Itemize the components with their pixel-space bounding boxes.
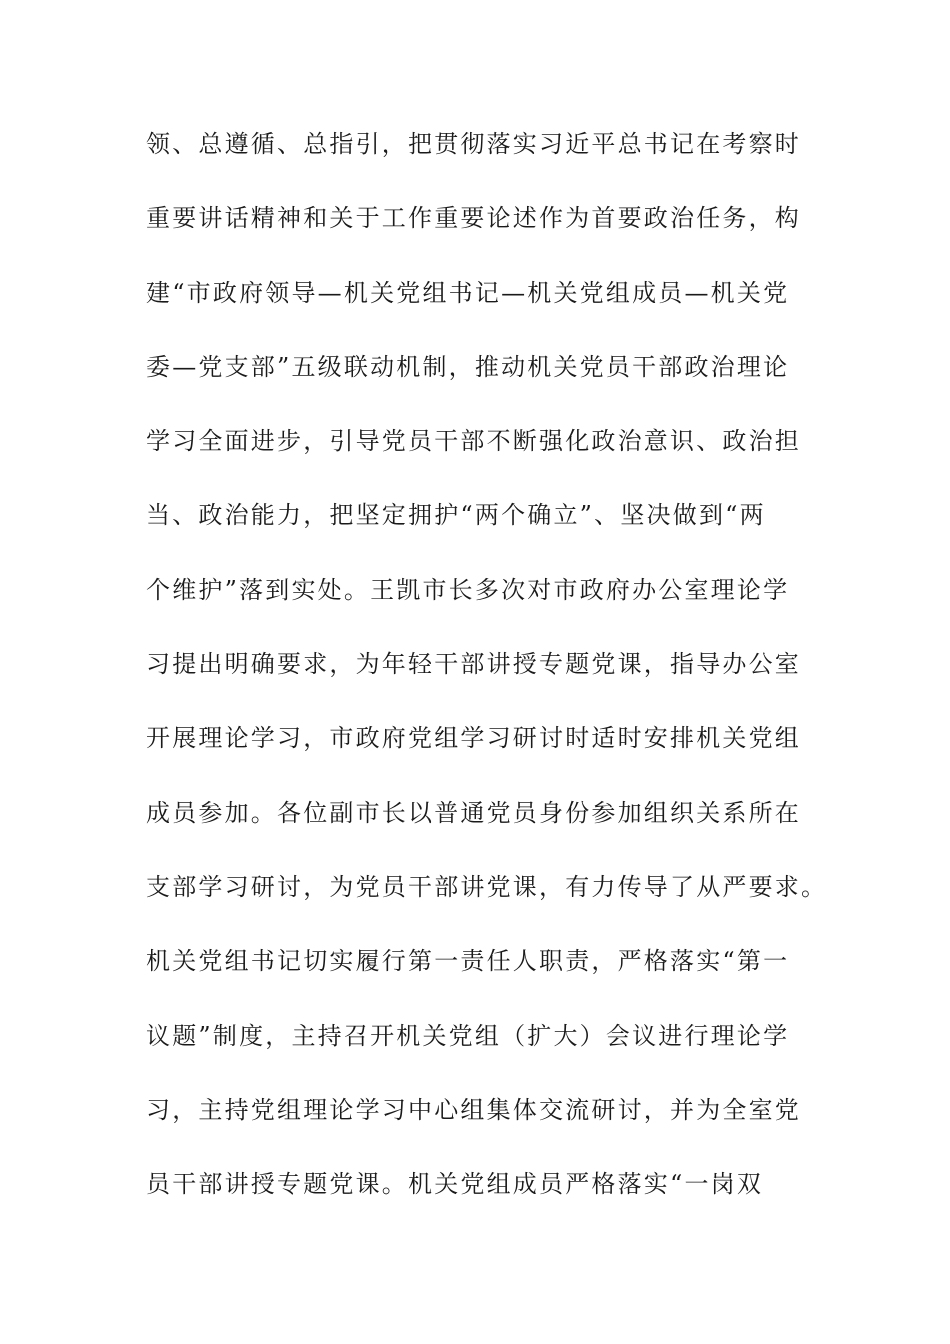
text-line: 领、总遵循、总指引，把贯彻落实习近平总书记在考察时 [146,130,801,158]
text-line: 个维护”落到实处。王凯市长多次对市政府办公室理论学 [146,575,790,604]
text-line: 学习全面进步，引导党员干部不断强化政治意识、政治担 [146,427,801,456]
text-line: 成员参加。各位副市长以普通党员身份参加组织关系所在 [146,798,801,827]
text-line: 当、政治能力，把坚定拥护“两个确立”、坚决做到“两 [146,501,766,530]
text-line: 重要讲话精神和关于工作重要论述作为首要政治任务，构 [146,204,801,233]
text-line: 开展理论学习，市政府党组学习研讨时适时安排机关党组 [146,724,801,753]
text-line: 机关党组书记切实履行第一责任人职责，严格落实“第一 [146,947,790,976]
text-line: 支部学习研讨，为党员干部讲党课，有力传导了从严要求。 [146,872,828,901]
text-line: 员干部讲授专题党课。机关党组成员严格落实“一岗双 [146,1170,764,1199]
text-line: 议题”制度，主持召开机关党组（扩大）会议进行理论学 [146,1021,790,1050]
text-line: 建“市政府领导—机关党组书记—机关党组成员—机关党 [146,278,790,307]
text-line: 习提出明确要求，为年轻干部讲授专题党课，指导办公室 [146,650,801,679]
text-line: 习，主持党组理论学习中心组集体交流研讨，并为全室党 [146,1095,801,1124]
text-line: 委—党支部”五级联动机制，推动机关党员干部政治理论 [146,352,790,381]
body-text [146,120,826,1234]
